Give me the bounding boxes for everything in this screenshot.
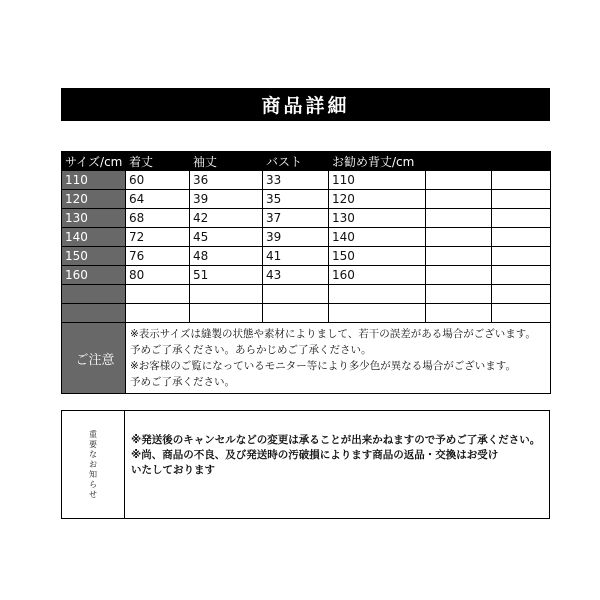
size-cell: 150: [62, 247, 126, 266]
table-row: [62, 304, 551, 323]
table-cell: 36: [190, 171, 263, 190]
table-cell: 48: [190, 247, 263, 266]
table-cell: 35: [263, 190, 329, 209]
table-cell: [426, 247, 492, 266]
table-row: [62, 228, 551, 247]
notice-label-char: お: [89, 459, 97, 469]
header-height: お勧め背丈/cm: [329, 152, 426, 171]
table-cell: 39: [190, 190, 263, 209]
table-cell: [190, 304, 263, 323]
table-cell: 110: [329, 171, 426, 190]
header-length: 着丈: [126, 152, 190, 171]
notice-label-char: せ: [89, 489, 97, 499]
table-cell: [190, 285, 263, 304]
size-cell: 110: [62, 171, 126, 190]
notice-text: [125, 411, 549, 518]
table-cell: [329, 304, 426, 323]
table-row: [62, 247, 551, 266]
table-cell: [492, 209, 551, 228]
table-cell: 51: [190, 266, 263, 285]
caution-line: ※お客様のご覧になっているモニター等により多少色が異なる場合がございます。: [130, 360, 516, 372]
header-size: サイズ/cm: [62, 152, 126, 171]
notice-line: ※発送後のキャンセルなどの変更は承ることが出来かねますので予めご了承ください。: [131, 434, 541, 446]
page-title: 商品詳細: [61, 88, 550, 121]
important-notice: [61, 410, 550, 519]
table-cell: [492, 247, 551, 266]
notice-label: [62, 411, 125, 518]
header-sleeve: 袖丈: [190, 152, 263, 171]
table-cell: [426, 285, 492, 304]
table-cell: [426, 304, 492, 323]
table-cell: [492, 228, 551, 247]
table-row: [62, 285, 551, 304]
table-cell: [126, 285, 190, 304]
table-cell: 76: [126, 247, 190, 266]
caution-label: ご注意: [62, 323, 126, 394]
size-cell: 140: [62, 228, 126, 247]
table-cell: [492, 266, 551, 285]
table-cell: 41: [263, 247, 329, 266]
size-cell: [62, 304, 126, 323]
table-cell: [492, 304, 551, 323]
table-cell: 160: [329, 266, 426, 285]
caution-line: 予めご了承ください。あらかじめご了承ください。: [130, 344, 372, 356]
table-cell: [426, 171, 492, 190]
table-cell: [263, 285, 329, 304]
table-cell: 140: [329, 228, 426, 247]
caution-line: 予めご了承ください。: [130, 376, 235, 388]
table-cell: [492, 171, 551, 190]
table-cell: 68: [126, 209, 190, 228]
header-bust: バスト: [263, 152, 329, 171]
table-cell: [492, 285, 551, 304]
table-cell: [329, 285, 426, 304]
table-row: [62, 190, 551, 209]
table-cell: 43: [263, 266, 329, 285]
size-cell: 130: [62, 209, 126, 228]
caution-line: ※表示サイズは縫製の状態や素材によりまして、若干の誤差がある場合がございます。: [130, 328, 536, 340]
size-table: [61, 151, 551, 394]
notice-label-char: な: [89, 449, 97, 459]
table-cell: [263, 304, 329, 323]
table-cell: 130: [329, 209, 426, 228]
table-cell: [426, 209, 492, 228]
table-cell: [426, 190, 492, 209]
table-cell: 150: [329, 247, 426, 266]
notice-label-char: ら: [89, 479, 97, 489]
table-row: [62, 266, 551, 285]
notice-label-char: 重: [89, 429, 97, 439]
notice-line: いたしております: [131, 464, 215, 476]
table-cell: 37: [263, 209, 329, 228]
caution-row: [62, 323, 551, 394]
table-cell: 60: [126, 171, 190, 190]
size-cell: 120: [62, 190, 126, 209]
header-blank: [426, 152, 492, 171]
table-row: [62, 209, 551, 228]
table-cell: [426, 228, 492, 247]
table-cell: 64: [126, 190, 190, 209]
table-header-row: [62, 152, 551, 171]
caution-text: [126, 323, 551, 394]
notice-line: ※尚、商品の不良、及び発送時の汚破損によります商品の返品・交換はお受け: [131, 449, 499, 461]
table-row: [62, 171, 551, 190]
table-cell: 72: [126, 228, 190, 247]
table-cell: [126, 304, 190, 323]
table-cell: [492, 190, 551, 209]
table-cell: 80: [126, 266, 190, 285]
table-cell: 120: [329, 190, 426, 209]
header-blank: [492, 152, 551, 171]
table-cell: 42: [190, 209, 263, 228]
table-cell: 39: [263, 228, 329, 247]
table-cell: 33: [263, 171, 329, 190]
table-cell: [426, 266, 492, 285]
table-cell: 45: [190, 228, 263, 247]
size-cell: 160: [62, 266, 126, 285]
notice-label-char: 知: [89, 469, 97, 479]
notice-label-char: 要: [89, 439, 97, 449]
size-cell: [62, 285, 126, 304]
